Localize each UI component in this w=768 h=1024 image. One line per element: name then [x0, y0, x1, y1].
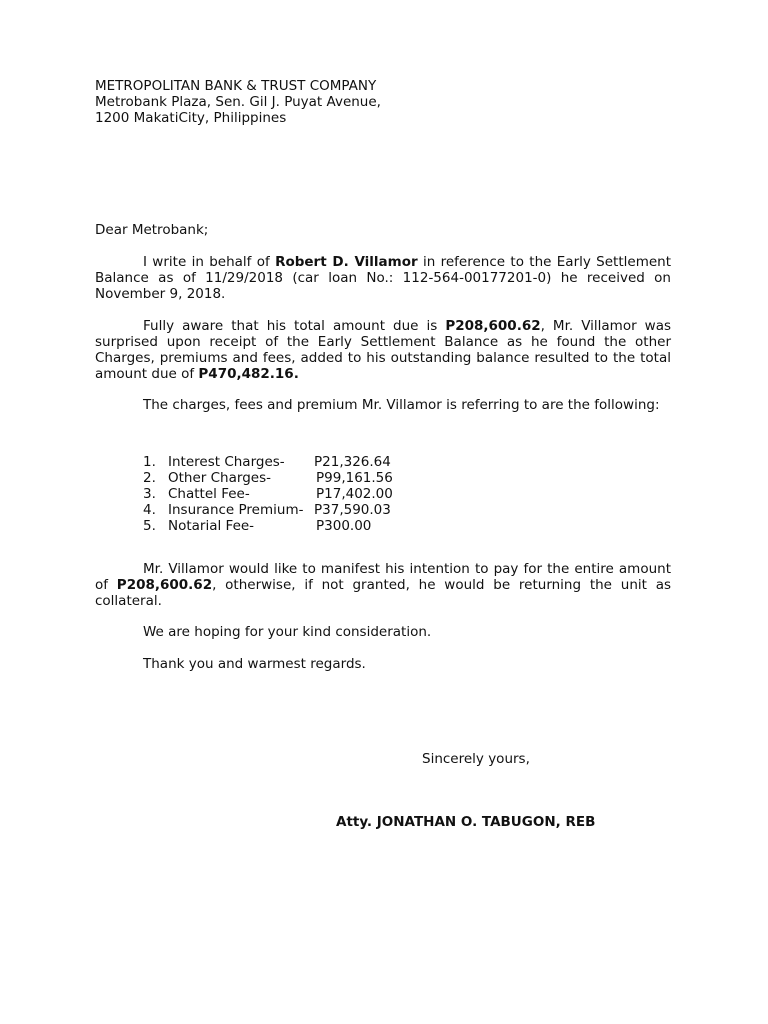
list-item-amount: P99,161.56 [316, 470, 393, 486]
signatory-name: Atty. JONATHAN O. TABUGON, REB [336, 814, 596, 830]
paragraph-4 [95, 561, 671, 609]
list-item-amount: P37,590.03 [314, 502, 391, 518]
address-line-2: 1200 MakatiCity, Philippines [95, 110, 287, 126]
paragraph-1-text-b: in reference to the Early Settlement Balance as of 11/29/2018 (car loan No.: 112-564-00177201-0) he received on November 9, 2018. [95, 254, 671, 302]
list-item-amount: P300.00 [316, 518, 372, 534]
list-item-number: 4. [143, 502, 156, 518]
total-amount-due: P470,482.16. [198, 366, 299, 382]
address-line-1: Metrobank Plaza, Sen. Gil J. Puyat Avenue, [95, 94, 381, 110]
list-item-label: Other Charges- [168, 470, 271, 486]
list-item-number: 3. [143, 486, 156, 502]
list-item-number: 2. [143, 470, 156, 486]
paragraph-1 [95, 254, 671, 302]
client-name: Robert D. Villamor [275, 254, 418, 270]
paragraph-2-text-a: Fully aware that his total amount due is [143, 318, 446, 334]
list-item-label: Insurance Premium- [168, 502, 304, 518]
paragraph-2 [95, 318, 671, 382]
list-item-label: Chattel Fee- [168, 486, 250, 502]
paragraph-3 [95, 397, 671, 413]
paragraph-3-text: The charges, fees and premium Mr. Villamor is referring to are the following: [143, 397, 660, 413]
list-item-amount: P17,402.00 [316, 486, 393, 502]
closing: Sincerely yours, [422, 751, 530, 767]
list-item-number: 1. [143, 454, 156, 470]
list-item-label: Notarial Fee- [168, 518, 255, 534]
list-item-amount: P21,326.64 [314, 454, 391, 470]
paragraph-6: Thank you and warmest regards. [143, 656, 366, 672]
paragraph-5: We are hoping for your kind consideration. [143, 624, 432, 640]
amount-due: P208,600.62 [445, 318, 541, 334]
paragraph-4-text-a: Mr. Villamor would like to manifest his intention to pay for the entire amount of [95, 561, 671, 593]
proposed-amount: P208,600.62 [116, 577, 213, 593]
list-item-label: Interest Charges- [168, 454, 285, 470]
list-item-number: 5. [143, 518, 156, 534]
salutation: Dear Metrobank; [95, 222, 209, 238]
paragraph-1-text-a: I write in behalf of [143, 254, 276, 270]
paragraph-2-text-b: , Mr. Villamor was surprised upon receipt of the Early Settlement Balance as he found the other Charges, premiums and fees, added to his outstanding balance resulted to the total amount due of [95, 318, 671, 382]
paragraph-4-text-b: , otherwise, if not granted, he would be returning the unit as collateral. [95, 577, 671, 609]
bank-name: METROPOLITAN BANK & TRUST COMPANY [95, 78, 377, 94]
